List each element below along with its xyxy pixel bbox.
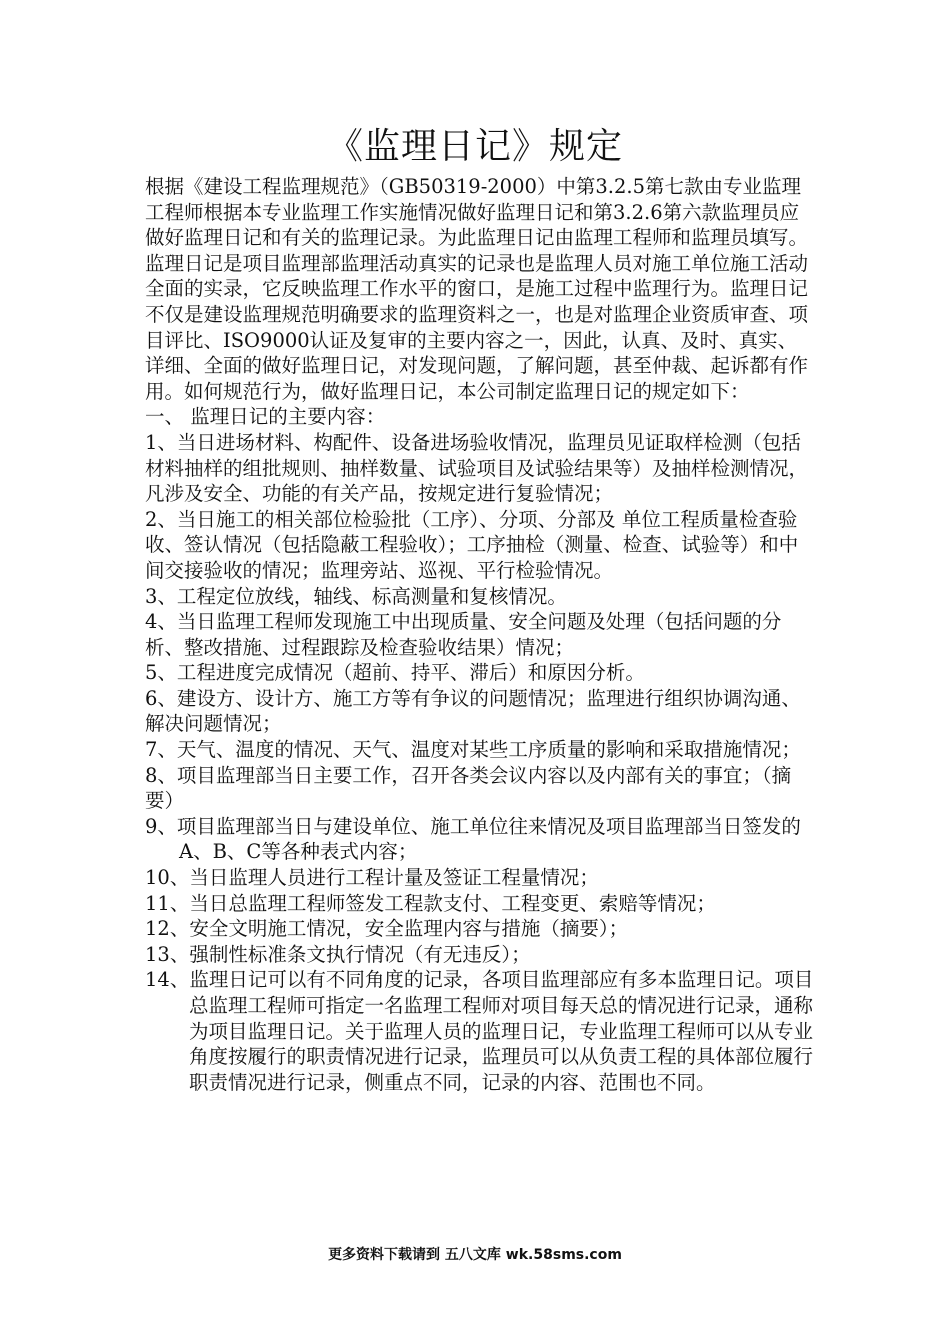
list-item-11: 11、当日总监理工程师签发工程款支付、工程变更、索赔等情况； [145, 891, 716, 915]
list-item-7: 7、天气、温度的情况、天气、温度对某些工序质量的影响和采取措施情况； [145, 738, 801, 762]
document-page [145, 120, 815, 1095]
list-item-10: 10、当日监理人员进行工程计量及签证工程量情况； [145, 866, 599, 890]
list-item-13: 13、强制性标准条文执行情况（有无违反）； [145, 942, 531, 966]
list-item-4: 4、当日监理工程师发现施工中出现质量、安全问题及处理（包括问题的分析、整改措施、过程跟踪及检查验收结果）情况； [145, 610, 782, 659]
list-item-5: 5、工程进度完成情况（超前、持平、滞后）和原因分析。 [145, 661, 645, 685]
list-item-3: 3、工程定位放线，轴线、标高测量和复核情况。 [145, 584, 567, 608]
intro-paragraph-2: 监理日记是项目监理部监理活动真实的记录也是监理人员对施工单位施工活动全面的实录，它反映监理工作水平的窗口，是施工过程中监理行为。监理日记不仅是建设监理规范明确要求的监理资料之一，也是对监理企业资质审查、项目评比、ISO9000认证及复审的主要内容之一，因此，认真、及时、真实、详细、全面的做好监理日记，对发现问题，了解问题，甚至仲裁、起诉都有作用。如何规范行为，做好监理日记，本公司制定监理日记的规定如下： [145, 251, 809, 403]
list-item-12: 12、安全文明施工情况，安全监理内容与措施（摘要）； [145, 917, 629, 941]
list-item-8: 8、项目监理部当日主要工作，召开各类会议内容以及内部有关的事宜；（摘要） [145, 763, 792, 813]
intro-paragraph-1: 根据《建设工程监理规范》（GB50319-2000）中第3.2.5第七款由专业监理工程师根据本专业监理工作实施情况做好监理日记和第3.2.6第六款监理员应做好监理日记和有关的监理记录。为此监理日记由监理工程师和监理员填写。 [145, 175, 809, 250]
section-heading: 一、 监理日记的主要内容： [145, 405, 386, 429]
footer-text: 更多资料下载请到 五八文库 wk.58sms.com [328, 1247, 622, 1263]
list-item-2: 2、当日施工的相关部位检验批（工序）、分项、分部及 单位工程质量检查验收、签认情况（包括隐蔽工程验收）；工序抽检（测量、检查、试验等）和中间交接验收的情况；监理旁站、巡视、平行检验情况。 [145, 507, 799, 582]
list-item-14: 14、监理日记可以有不同角度的记录，各项目监理部应有多本监理日记。项目总监理工程师可指定一名监理工程师对项目每天总的情况进行记录，通称为项目监理日记。关于监理人员的监理日记，专业监理工程师可以从专业角度按履行的职责情况进行记录，监理员可以从负责工程的具体部位履行职责情况进行记录，侧重点不同，记录的内容、范围也不同。 [145, 968, 814, 1094]
list-item-9: 9、项目监理部当日与建设单位、施工单位往来情况及项目监理部当日签发的A、B、C等各种表式内容； [145, 814, 801, 864]
document-title: 《监理日记》规定 [326, 126, 623, 167]
list-item-1: 1、当日进场材料、构配件、设备进场验收情况，监理员见证取样检测（包括材料抽样的组批规则、抽样数量、试验项目及试验结果等）及抽样检测情况，凡涉及安全、功能的有关产品，按规定进行复验情况； [145, 430, 809, 506]
list-item-6: 6、建设方、设计方、施工方等有争议的问题情况；监理进行组织协调沟通、解决问题情况； [145, 686, 801, 736]
